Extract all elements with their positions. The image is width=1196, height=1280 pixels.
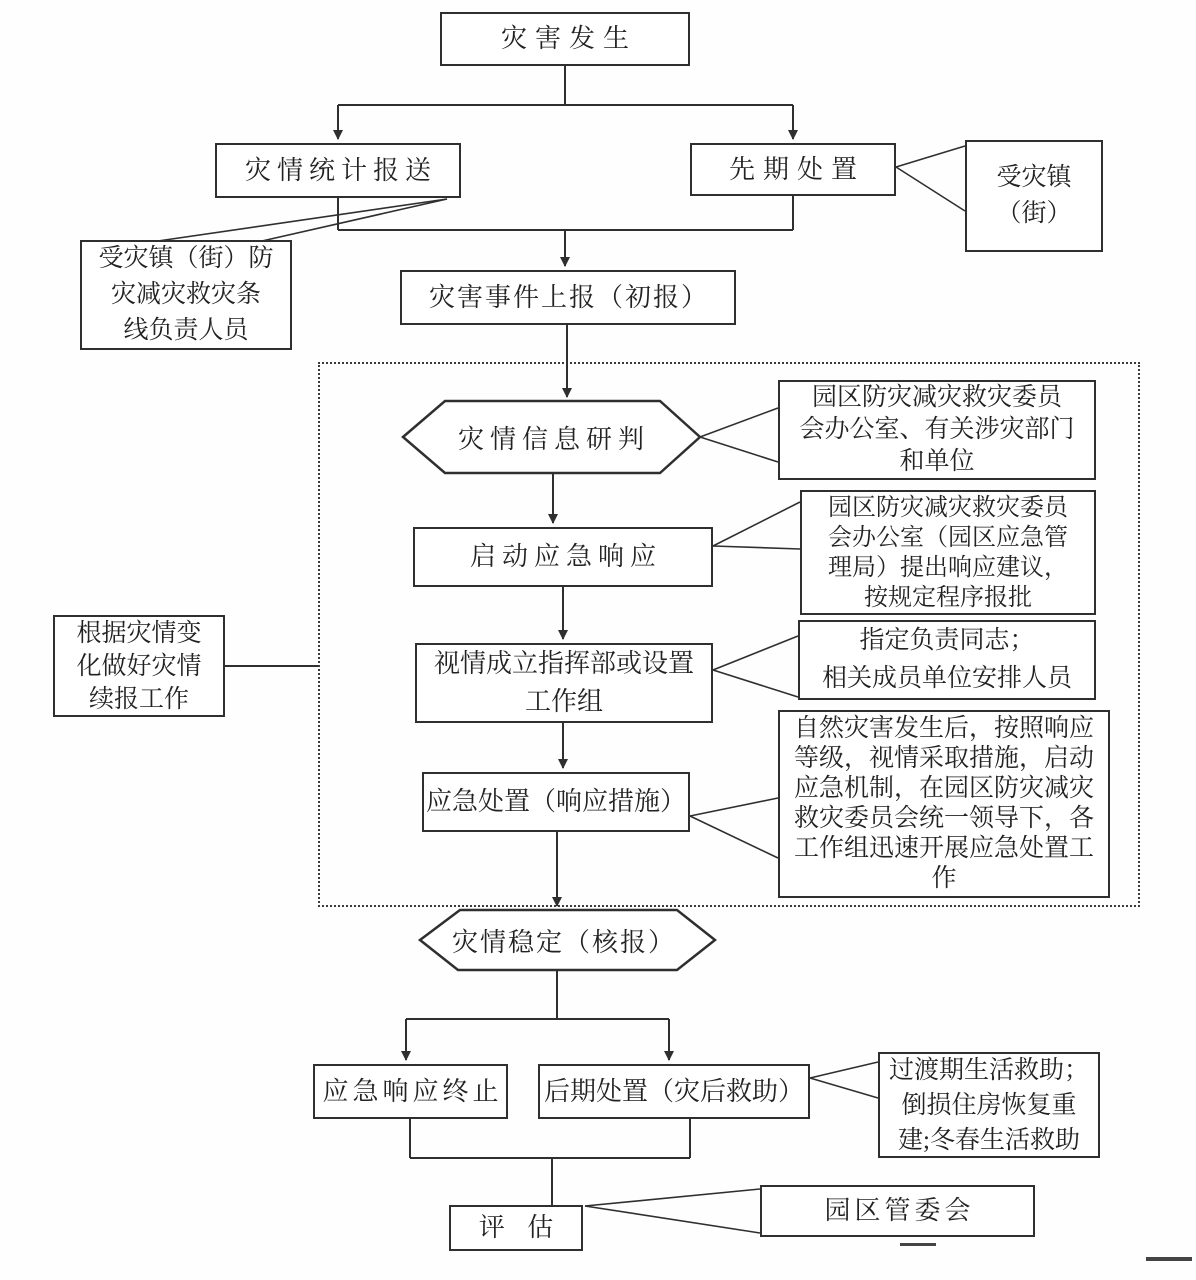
callout-line: 理局）提出响应建议， (828, 554, 1068, 581)
node-info-judgement: 灾情信息研判 (457, 424, 650, 454)
callout-affected-town (965, 140, 1103, 252)
callout-line: 按规定程序报批 (864, 584, 1032, 611)
node-early-disposal: 先期处置 (690, 143, 896, 196)
callout-line: 过渡期生活救助； (888, 1056, 1089, 1084)
node-disaster-stable: 灾情稳定（核报） (452, 927, 677, 957)
callout-post-disaster-relief (878, 1052, 1100, 1158)
callout-line: 倒损住房恢复重 (901, 1091, 1077, 1119)
node-later-disposal: 后期处置（灾后救助） (538, 1064, 810, 1119)
callout-line: （街） (996, 200, 1072, 227)
node-disaster-occurs: 灾害发生 (440, 12, 690, 66)
callout-line: 灾减灾救灾条 (110, 281, 261, 308)
callout-pointer (700, 408, 778, 437)
callout-line: 续报工作 (88, 685, 189, 713)
callout-line: 建;冬春生活救助 (898, 1126, 1080, 1154)
callout-line: 化做好灾情 (76, 652, 202, 680)
callout-line: 等级，视情采取措施，启动 (793, 745, 1094, 772)
callout-line: 受灾镇 (996, 164, 1072, 191)
connectors (225, 66, 793, 1205)
callout-pointer (585, 1206, 760, 1233)
callout-line: 应急机制，在园区防灾减灾 (793, 775, 1094, 802)
callout-designate-personnel (798, 620, 1096, 700)
callout-pointer (690, 798, 778, 816)
callout-pointer (700, 437, 778, 462)
callout-pointer (810, 1078, 878, 1098)
callout-pointer (713, 502, 800, 546)
callout-line: 相关成员单位安排人员 (821, 665, 1072, 692)
callout-committee-office-units (778, 380, 1096, 480)
callout-line: 作 (931, 865, 957, 892)
node-setup-command (415, 643, 713, 723)
callout-line: 线负责人员 (123, 317, 249, 344)
callout-line: 救灾委员会统一领导下，各 (793, 805, 1094, 832)
callout-line: 指定负责同志； (859, 627, 1035, 654)
callout-committee-office-suggestion (800, 490, 1096, 615)
node-line: 工作组 (524, 687, 603, 716)
node-line: 视情成立指挥部或设置 (433, 649, 694, 678)
callout-line: 根据灾情变 (76, 619, 202, 647)
callout-pointer (713, 670, 798, 697)
callout-line: 会办公室（园区应急管 (828, 524, 1068, 551)
callout-line: 会办公室、有关涉灾部门 (799, 416, 1075, 443)
node-response-terminate: 应急响应终止 (313, 1064, 508, 1119)
callout-pointer (896, 146, 965, 167)
scan-artifact (1146, 1257, 1192, 1261)
callout-pointer (896, 167, 965, 211)
callout-disposal-note (778, 710, 1110, 898)
node-evaluation: 评 估 (449, 1205, 583, 1251)
callout-line: 和单位 (899, 448, 975, 475)
callout-management-committee: 园区管委会 (760, 1185, 1035, 1237)
callout-pointer (158, 199, 447, 241)
callout-continued-reporting (53, 615, 225, 717)
callout-line: 园区防灾减灾救灾委员 (828, 494, 1068, 521)
node-initial-report: 灾害事件上报（初报） (400, 270, 736, 325)
node-activate-response: 启动应急响应 (413, 527, 713, 587)
callout-pointer (713, 636, 798, 670)
callout-line: 自然灾害发生后，按照响应 (793, 715, 1094, 742)
callout-pointer (810, 1062, 878, 1078)
callout-line: 受灾镇（街）防 (98, 245, 274, 272)
scan-artifact (900, 1243, 936, 1246)
callout-pointer (690, 816, 778, 858)
node-stats-report: 灾情统计报送 (215, 143, 461, 198)
callout-line: 工作组迅速开展应急处置工 (793, 835, 1094, 862)
node-emergency-disposal: 应急处置（响应措施） (422, 772, 690, 832)
callout-pointer (713, 546, 800, 549)
callout-pointer (262, 199, 447, 241)
callout-affected-town-staff (80, 240, 292, 350)
callout-line: 园区防灾减灾救灾委员 (811, 384, 1062, 411)
callout-pointer (585, 1189, 760, 1206)
